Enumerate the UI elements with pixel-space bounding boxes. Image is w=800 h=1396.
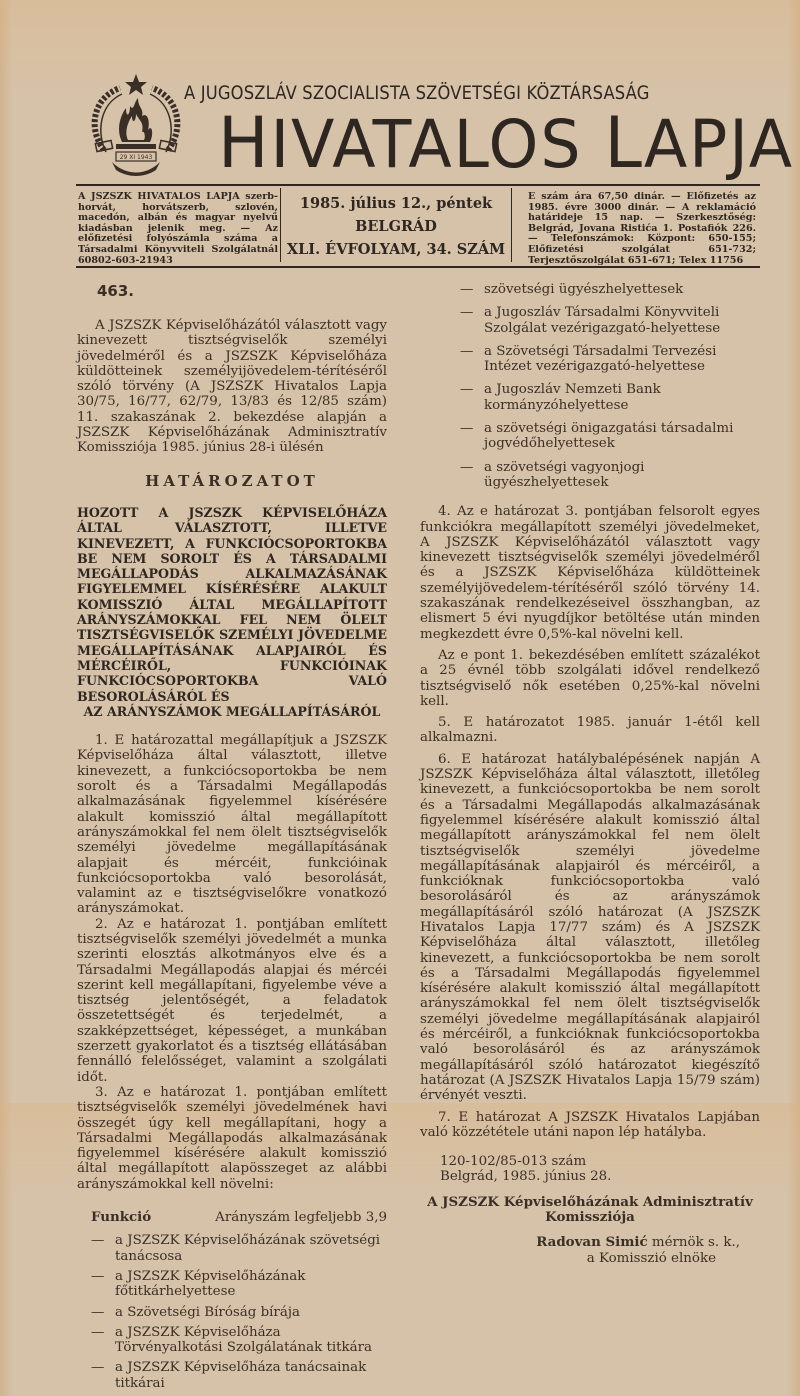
signatory bbox=[420, 1235, 760, 1250]
reference-number: 120-102/85-013 szám bbox=[440, 1154, 587, 1170]
coat-of-arms-emblem bbox=[86, 72, 186, 178]
issue-date: 1985. július 12., péntek bbox=[299, 195, 493, 212]
signatory-organization: A JSZSZK Képviselőházának Adminisztratív Komissziója bbox=[427, 1193, 753, 1226]
issue-city: BELGRÁD bbox=[355, 218, 437, 235]
function-item: — a szövetségi vagyonjogi ügyészhelyettesek bbox=[460, 460, 760, 491]
right-column bbox=[420, 282, 760, 1266]
decision-title-last-line: AZ ARÁNYSZÁMOK MEGÁLLAPÍTÁSÁRÓL bbox=[83, 703, 381, 719]
function-item: — a Szövetségi Bíróság bírája bbox=[91, 1305, 387, 1320]
function-item: — szövetségi ügyészhelyettesek bbox=[460, 282, 760, 297]
paragraph-7: 7. E határozat A JSZSZK Hivatalos Lapjában való közzététele utáni napon lép hatályba. bbox=[420, 1109, 760, 1140]
function-item: — a JSZSZK Képviselőházának főtitkárhelyettese bbox=[91, 1269, 387, 1300]
paragraph-4b: Az e pont 1. bekezdésében említett százalékot a 25 évnél több szolgálati idővel rendelkező tisztségviselő nők esetében 0,25%-kal növelni kell. bbox=[420, 647, 760, 709]
decision-title bbox=[77, 505, 387, 719]
function-item: — a Szövetségi Társadalmi Tervezési Intézet vezérigazgató-helyettese bbox=[460, 344, 760, 375]
publication-title bbox=[218, 102, 794, 184]
svg-text:29 XI 1943: 29 XI 1943 bbox=[119, 154, 153, 161]
title-word-2: APJA bbox=[643, 106, 795, 183]
publication-info: A JSZSZK HIVATALOS LAPJA szerb-horvát, horvátszerb, szlovén, macedón, albán és magyar nyelvű kiadásban jelenik meg. — Az előfizetési folyószámla száma a Társadalmi Könyvviteli Szolgálatnál 60802-603-21943 bbox=[78, 191, 278, 266]
title-initial-l: L bbox=[604, 102, 644, 184]
function-item: — a Jugoszláv Társadalmi Könyvviteli Szolgálat vezérigazgató-helyettese bbox=[460, 305, 760, 336]
paragraph-2: 2. Az e határozat 1. pontjában említett tisztségviselők személyi jövedelmét a munka szerinti elosztás alkotmányos elve és a Társadalmi Megállapodás alapjai és mércéi szerint kell megállapítani, figyelembe véve a tisztség jelentőségét, a feladatok összetettségét és terjedelmét, a szakképzettséget, képességet, a munkában szerzett gyakorlatot és a tisztség ellátásában fennálló felelősséget, valamint a szolgálati időt. bbox=[77, 916, 387, 1085]
decision-heading: HATÁROZATOT bbox=[145, 471, 319, 490]
column-ratio: Arányszám legfeljebb 3,9 bbox=[215, 1210, 387, 1226]
title-word-1: IVATALOS bbox=[270, 106, 583, 183]
function-list-left bbox=[91, 1233, 387, 1391]
issue-header bbox=[76, 184, 760, 268]
signatory-name: Radovan Simić bbox=[536, 1234, 648, 1251]
issue-volume: XLI. ÉVFOLYAM, 34. SZÁM bbox=[286, 241, 506, 258]
function-list-right bbox=[460, 282, 760, 490]
function-table-header bbox=[91, 1210, 387, 1225]
function-item: — a Jugoszláv Nemzeti Bank kormányzóhelyettese bbox=[460, 382, 760, 413]
issue-info bbox=[280, 188, 512, 262]
signatory-title: mérnök s. k., bbox=[647, 1235, 740, 1251]
function-item: — a szövetségi önigazgatási társadalmi jogvédőhelyettesek bbox=[460, 421, 760, 452]
left-column bbox=[77, 282, 387, 1396]
reference-place-date: Belgrád, 1985. június 28. bbox=[440, 1169, 612, 1185]
paragraph-3: 3. Az e határozat 1. pontjában említett tisztségviselők személyi jövedelmének havi összegét úgy kell megállapítani, hogy a Társadalmi Megállapodás alkalmazásának figyelemmel kísérésére alakult komisszió által megállapított alapösszeget az alábbi arányszámokkal kell növelni: bbox=[77, 1084, 387, 1192]
function-item: — a JSZSZK Képviselőháza tanácsainak titkárai bbox=[91, 1360, 387, 1391]
signatory-role: a Komisszió elnöke bbox=[586, 1250, 716, 1266]
article-intro: A JSZSZK Képviselőházától választott vagy kinevezett tisztségviselők személyi jövedelméről és a JSZSZK Képviselőháza küldötteinek személyijövedelem-térítéséről szóló törvény (A JSZSZK Hivatalos Lapja 30/75, 16/77, 62/79, 13/83 és 12/85 szám) 11. szakaszának 2. bekezdése alapján a JSZSZK Képviselőházának Adminisztratív Komissziója 1985. június 28-i ülésén bbox=[77, 318, 387, 456]
column-function: Funkció bbox=[91, 1209, 152, 1226]
paragraph-4: 4. Az e határozat 3. pontjában felsorolt egyes funkciókra megállapított személyi jövedelmeket, A JSZSZK Képviselőházától választott vagy kinevezett tisztségviselők személyi jövedelméről és a JSZSZK Képviselőháza küldötteinek személyijövedelem-térítéséről szóló törvény 14. szakaszának rendelkezéseivel összhangban, az elismert 5 évi nyugdíjkor betöltése után minden megkezdett évre 0,5%-kal növelni kell. bbox=[420, 504, 760, 642]
reference bbox=[440, 1154, 760, 1185]
paragraph-5: 5. E határozatot 1985. január 1-étől kell alkalmazni. bbox=[420, 715, 760, 746]
paragraph-6: 6. E határozat hatálybalépésének napján A JSZSZK Képviselőháza által választott, illetőleg kinevezett, a funkciócsoportokba be nem sorolt és a Társadalmi Megállapodás alkalmazásának figyelemmel kísérésére alakult komisszió által megállapított arányszámokkal fel nem ölelt tisztségviselők személyi jövedelme megállapításának alapjairól és mércéiről, a funkcióknak funkciócsoportokba való besorolásáról és az arányszámok megállapításáról szóló határozat (A JSZSZK Hivatalos Lapja 17/77 szám) és A JSZSZK Képviselőháza által választott, illetőleg kinevezett, a funkciócsoportokba be nem sorolt és a Társadalmi Megállapodás figyelemmel kísérésére alakult komisszió által megállapított arányszámokkal fel nem ölelt tisztségviselők személyi jövedelme megállapításának alapjairól és mércéiről, a funkcióknak funkciócsoportokba való besorolásáról és az arányszámok megállapításáról szóló határozatot kiegészítő határozat (A JSZSZK Hivatalos Lapja 15/79 szám) érvényét veszti. bbox=[420, 751, 760, 1104]
price-contact-info: E szám ára 67,50 dinár. — Előfizetés az 1985. évre 3000 dinár. — A reklamáció határideje 15 nap. — Szerkesztőség: Belgrád, Jovana Ristića 1. Postafiók 226. — Telefonszámok: Központ: 650-155; Előfizetési szolgálat 651-732; Terjesztőszolgálat 651-671; Telex 11756 bbox=[528, 191, 756, 266]
function-item: — a JSZSZK Képviselőházának szövetségi tanácsosa bbox=[91, 1233, 387, 1264]
function-item: — a JSZSZK Képviselőháza Törvényalkotási Szolgálatának titkára bbox=[91, 1325, 387, 1356]
title-initial-h: H bbox=[218, 102, 271, 184]
paragraph-1: 1. E határozattal megállapítjuk a JSZSZK Képviselőháza által választott, illetve kinevezett, a funkciócsoportokba be nem sorolt és a Társadalmi Megállapodás alkalmazásának figyelemmel kísérésére alakult komisszió által megállapított arányszámokkal fel nem ölelt tisztségviselők személyi jövedelme megállapításának alapjait és mércéit, funkcióinak funkciócsoportokba való besorolását, valamint az e tisztségviselőkre vonatkozó arányszámokat. bbox=[77, 733, 387, 917]
country-name: A JUGOSZLÁV SZOCIALISTA SZÖVETSÉGI KÖZTÁRSASÁG bbox=[184, 82, 650, 104]
article-number: 463. bbox=[97, 282, 135, 300]
decision-title-body: HOZOTT A JSZSZK KÉPVISELŐHÁZA ÁLTAL VÁLASZTOTT, ILLETVE KINEVEZETT, A FUNKCIÓCSOPORTOKBA BE NEM SOROLT ÉS A TÁRSADALMI MEGÁLLAPODÁS ALKALMAZÁSÁNAK FIGYELEMMEL KÍSÉRÉSÉRE ALAKULT KOMISSZIÓ ÁLTAL MEGÁLLAPÍTOTT ARÁNYSZÁMOKKAL FEL NEM ÖLELT TISZTSÉGVISELŐK SZEMÉLYI JÖVEDELME MEGÁLLAPÍTÁSÁNAK ALAPJAIRÓL ÉS MÉRCÉIRŐL, FUNKCIÓINAK FUNKCIÓCSOPORTOKBA VALÓ BESOROLÁSÁRÓL ÉS bbox=[77, 504, 387, 704]
masthead bbox=[80, 72, 795, 184]
